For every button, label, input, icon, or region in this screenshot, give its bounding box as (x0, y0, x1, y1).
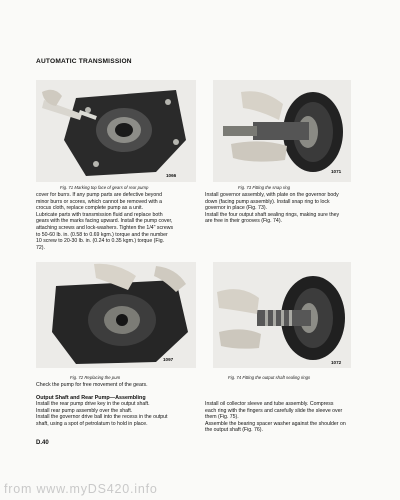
text-line: governor in place (Fig. 73). (205, 205, 267, 212)
sealing-rings-photo-image (213, 262, 351, 368)
text-line: Assemble the bearing spacer washer against the shoulder on (205, 420, 346, 427)
text-line: Install the four output shaft sealing rings, making sure they (205, 211, 340, 218)
figure-74-photo (213, 262, 351, 368)
text-line: gears with the marks facing upward. Install the pump cover, (36, 218, 173, 225)
figure-72-caption: Fig. 72 Replacing the pum (70, 375, 121, 380)
figure-73-caption: Fig. 73 Fitting the snap ring (238, 185, 291, 190)
figure-71-caption: Fig. 71 Marking top face of gears of rear pump (60, 185, 149, 190)
text-line: are free in their grooves (Fig. 74). (205, 218, 282, 225)
page-number: D.40 (36, 440, 49, 446)
text-line: shaft, using a spot of petrolatum to hold in place. (36, 420, 148, 427)
text-line: attaching screws and lock-washers. Tighten the 1/4" screws (36, 224, 174, 231)
right-column-bottom-text (205, 401, 367, 434)
section-title: AUTOMATIC TRANSMISSION (36, 58, 132, 65)
section-heading: Output Shaft and Rear Pump—Assembling (36, 394, 146, 401)
pump-replace-photo-image (36, 262, 196, 368)
text-line: minor burrs or scores, which cannot be removed with a (36, 198, 162, 205)
text-line: Install the rear pump drive key in the output shaft. (36, 401, 150, 408)
rear-pump-photo-image (36, 80, 196, 182)
text-line: Install governor assembly, with plate on the governor body (205, 192, 339, 198)
text-line: each ring with the fingers and carefully slide the sleeve over (205, 407, 343, 414)
text-line: 10 screw to 20-30 lb. in. (0.24 to 0.35 kgm.) torque (Fig. (36, 238, 165, 245)
snap-ring-photo-image (213, 80, 351, 182)
right-column-top-text (205, 192, 365, 225)
text-line: cover for burrs. If any pump parts are defective beyond (36, 192, 163, 198)
text-line: the output shaft (Fig. 76). (205, 427, 263, 434)
text-line: Install rear pump assembly over the shaft. (36, 407, 133, 414)
text-line: Lubricate parts with transmission fluid and replace both (36, 211, 163, 218)
text-line: to 50-60 lb. in. (0.58 to 0.69 kgm.) torque and the number (36, 231, 168, 238)
figure-73-photo (213, 80, 351, 182)
figure-72-number: 1097 (163, 357, 174, 362)
figure-71-photo (36, 80, 196, 182)
figure-71-number: 1066 (166, 173, 177, 178)
text-line: down (facing pump assembly). Install snap ring to lock (205, 198, 330, 205)
text-line: them (Fig. 75). (205, 414, 239, 421)
watermark-text: from www.myDS420.info (4, 482, 158, 496)
figure-72-photo (36, 262, 196, 368)
figure-74-number: 1072 (331, 360, 342, 365)
left-column-top-text (36, 192, 196, 251)
left-column-bottom-text (36, 382, 201, 428)
check-line: Check the pump for free movement of the gears. (36, 382, 148, 388)
figure-73-number: 1071 (331, 169, 342, 174)
text-line: 72). (36, 244, 45, 251)
text-line: Install the governor drive ball into the recess in the output (36, 414, 168, 421)
text-line: crocus cloth, replace complete pump as a unit. (36, 205, 143, 212)
figure-74-caption: Fig. 74 Fitting the output shaft sealing rings (228, 375, 311, 380)
text-line: Install oil collector sleeve and tube assembly. Compress (205, 401, 334, 407)
